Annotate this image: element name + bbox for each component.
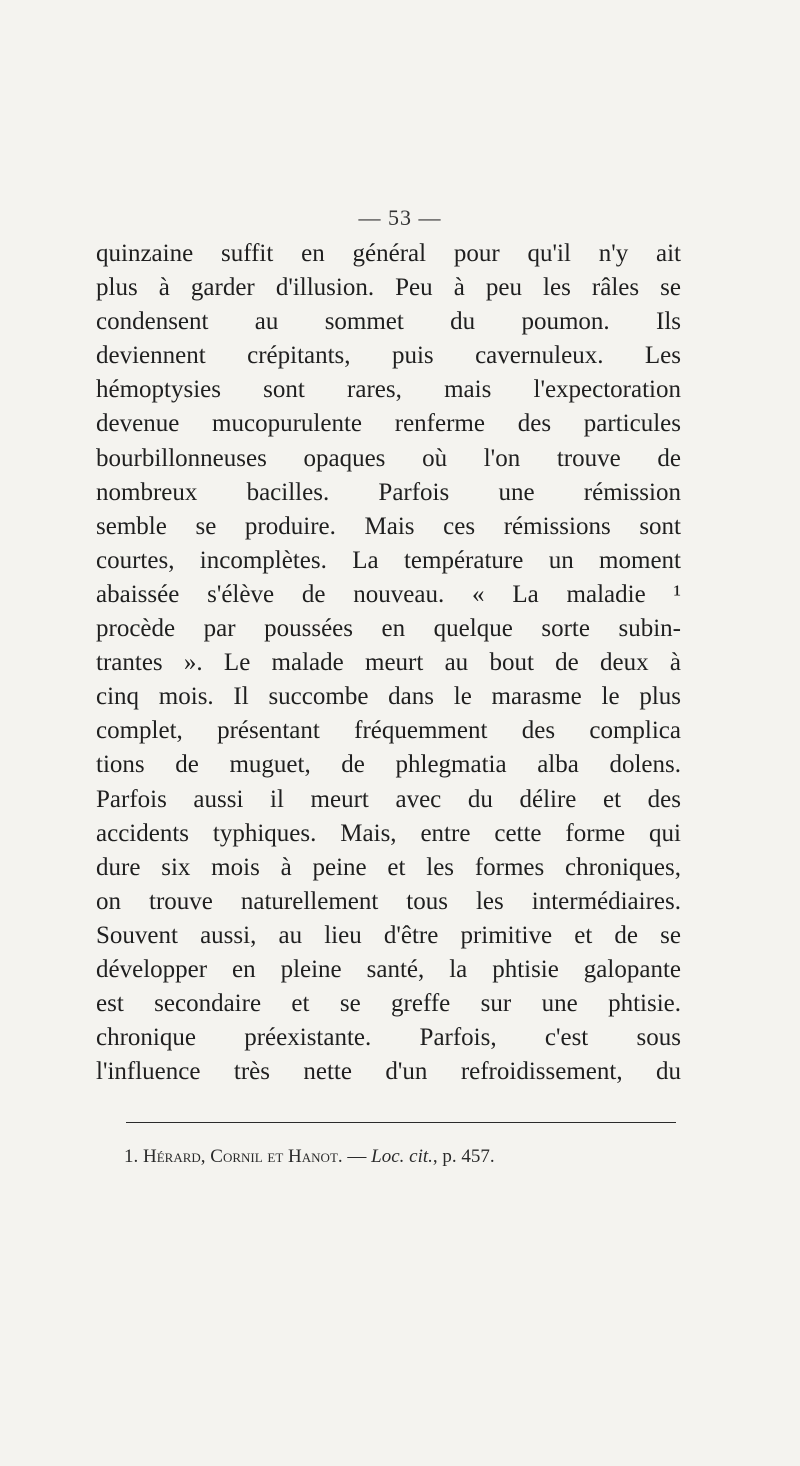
text-line: nombreux bacilles. Parfois une rémission [96, 478, 681, 506]
page-number: — 53 — [358, 205, 442, 230]
footnote-separator: — [342, 1146, 372, 1167]
text-line: accidents typhiques. Mais, entre cette forme qui [96, 819, 681, 847]
text-line: procède par poussées en quelque sorte subin- [96, 615, 681, 643]
footnote [124, 1144, 684, 1170]
text-line: condensent au sommet du poumon. Ils [96, 308, 681, 336]
text-line: cinq mois. Il succombe dans le marasme le plus [96, 683, 681, 711]
footnote-divider [126, 1122, 676, 1123]
text-line: semble se produire. Mais ces rémissions sont [96, 512, 681, 540]
text-line: hémoptysies sont rares, mais l'expectoration [96, 376, 681, 404]
text-line: l'influence très nette d'un refroidissement, du [96, 1058, 681, 1086]
text-line: on trouve naturellement tous les intermédiaires. [96, 887, 681, 915]
text-line: complet, présentant fréquemment des complica [96, 717, 681, 745]
body-text [96, 237, 681, 1089]
footnote-authors: Hérard, Cornil et Hanot. [143, 1146, 343, 1167]
text-line: courtes, incomplètes. La température un moment [96, 546, 681, 574]
text-line: chronique préexistante. Parfois, c'est sous [96, 1024, 681, 1052]
text-line: Souvent aussi, au lieu d'être primitive et de se [96, 921, 681, 949]
text-line: devenue mucopurulente renferme des particules [96, 410, 681, 438]
text-line: tions de muguet, de phlegmatia alba dolens. [96, 751, 681, 779]
text-line: plus à garder d'illusion. Peu à peu les râles se [96, 274, 681, 302]
footnote-page: , p. 457. [432, 1146, 495, 1167]
text-line: deviennent crépitants, puis cavernuleux. Les [96, 342, 681, 370]
text-line: développer en pleine santé, la phtisie galopante [96, 955, 681, 983]
text-line: trantes ». Le malade meurt au bout de deux à [96, 649, 681, 677]
text-line: bourbillonneuses opaques où l'on trouve de [96, 444, 681, 472]
footnote-reference: Loc. cit. [371, 1146, 433, 1167]
text-line: dure six mois à peine et les formes chroniques, [96, 853, 681, 881]
text-line: quinzaine suffit en général pour qu'il n'y ait [96, 240, 681, 267]
text-line: Parfois aussi il meurt avec du délire et des [96, 785, 681, 813]
text-line: abaissée s'élève de nouveau. « La maladie ¹ [96, 580, 681, 608]
text-line: est secondaire et se greffe sur une phtisie. [96, 990, 681, 1018]
footnote-number: 1. [124, 1146, 139, 1167]
